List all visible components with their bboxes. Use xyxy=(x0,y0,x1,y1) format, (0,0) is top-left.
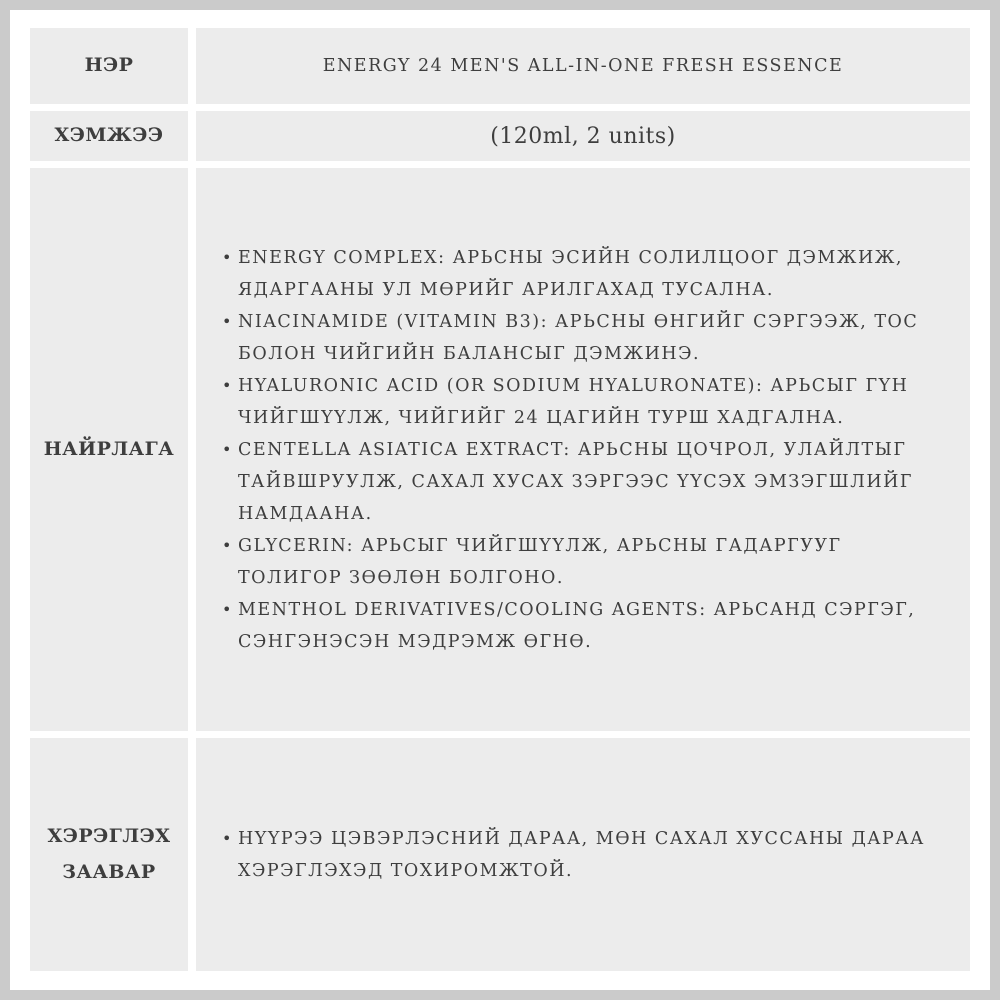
ingredient-text: HYALURONIC ACID (OR SODIUM HYALURONATE): АРЬСЫГ ГҮН ЧИЙГШҮҮЛЖ, ЧИЙГИЙГ 24 ЦАГИЙН ТУРШ ХАДГАЛНА. xyxy=(238,375,909,428)
ingredient-item xyxy=(222,370,934,434)
usage-label: ХЭРЭГЛЭХ ЗААВАР xyxy=(47,825,171,883)
ingredients-label-cell xyxy=(30,168,188,731)
ingredient-item xyxy=(222,594,934,658)
ingredient-item xyxy=(222,434,934,530)
ingredient-text: NIACINAMIDE (VITAMIN B3): АРЬСНЫ ӨНГИЙГ СЭРГЭЭЖ, ТОС БОЛОН ЧИЙГИЙН БАЛАНСЫГ ДЭМЖИНЭ. xyxy=(238,311,919,364)
ingredient-item xyxy=(222,530,934,594)
ingredients-list xyxy=(222,242,934,658)
name-label-cell xyxy=(30,28,188,104)
bullet-icon: • xyxy=(222,535,232,555)
bullet-icon: • xyxy=(222,311,232,331)
product-info-table xyxy=(30,28,970,971)
usage-value-cell xyxy=(196,738,970,971)
bullet-icon: • xyxy=(222,599,232,619)
bullet-icon: • xyxy=(222,375,232,395)
name-label: НЭР xyxy=(84,54,134,77)
product-name: ENERGY 24 MEN'S ALL-IN-ONE FRESH ESSENCE xyxy=(322,56,844,76)
ingredient-text: CENTELLA ASIATICA EXTRACT: АРЬСНЫ ЦОЧРОЛ, УЛАЙЛТЫГ ТАЙВШРУУЛЖ, САХАЛ ХУСАХ ЗЭРГЭЭС ҮҮСЭХ ЭМЗЭГШЛИЙГ НАМДААНА. xyxy=(238,439,913,524)
bullet-icon: • xyxy=(222,828,232,848)
ingredient-item xyxy=(222,306,934,370)
ingredient-item xyxy=(222,242,934,306)
size-value: (120ml, 2 units) xyxy=(490,123,676,149)
ingredient-text: GLYCERIN: АРЬСЫГ ЧИЙГШҮҮЛЖ, АРЬСНЫ ГАДАРГУУГ ТОЛИГОР ЗӨӨЛӨН БОЛГОНО. xyxy=(238,535,842,588)
size-label: ХЭМЖЭЭ xyxy=(54,124,164,147)
size-value-cell xyxy=(196,111,970,161)
size-label-cell xyxy=(30,111,188,161)
ingredients-value-cell xyxy=(196,168,970,731)
bullet-icon: • xyxy=(222,439,232,459)
usage-label-cell xyxy=(30,738,188,971)
ingredient-text: ENERGY COMPLEX: АРЬСНЫ ЭСИЙН СОЛИЛЦООГ ДЭМЖИЖ, ЯДАРГААНЫ УЛ МӨРИЙГ АРИЛГАХАД ТУСАЛНА. xyxy=(238,247,903,300)
bullet-icon: • xyxy=(222,247,232,267)
usage-text: НҮҮРЭЭ ЦЭВЭРЛЭСНИЙ ДАРАА, МӨН САХАЛ ХУССАНЫ ДАРАА ХЭРЭГЛЭХЭД ТОХИРОМЖТОЙ. xyxy=(238,828,925,881)
name-value-cell xyxy=(196,28,970,104)
usage-list xyxy=(222,823,934,887)
usage-item xyxy=(222,823,934,887)
ingredient-text: MENTHOL DERIVATIVES/COOLING AGENTS: АРЬСАНД СЭРГЭГ, СЭНГЭНЭСЭН МЭДРЭМЖ ӨГНӨ. xyxy=(238,599,916,652)
ingredients-label: НАЙРЛАГА xyxy=(43,437,175,460)
